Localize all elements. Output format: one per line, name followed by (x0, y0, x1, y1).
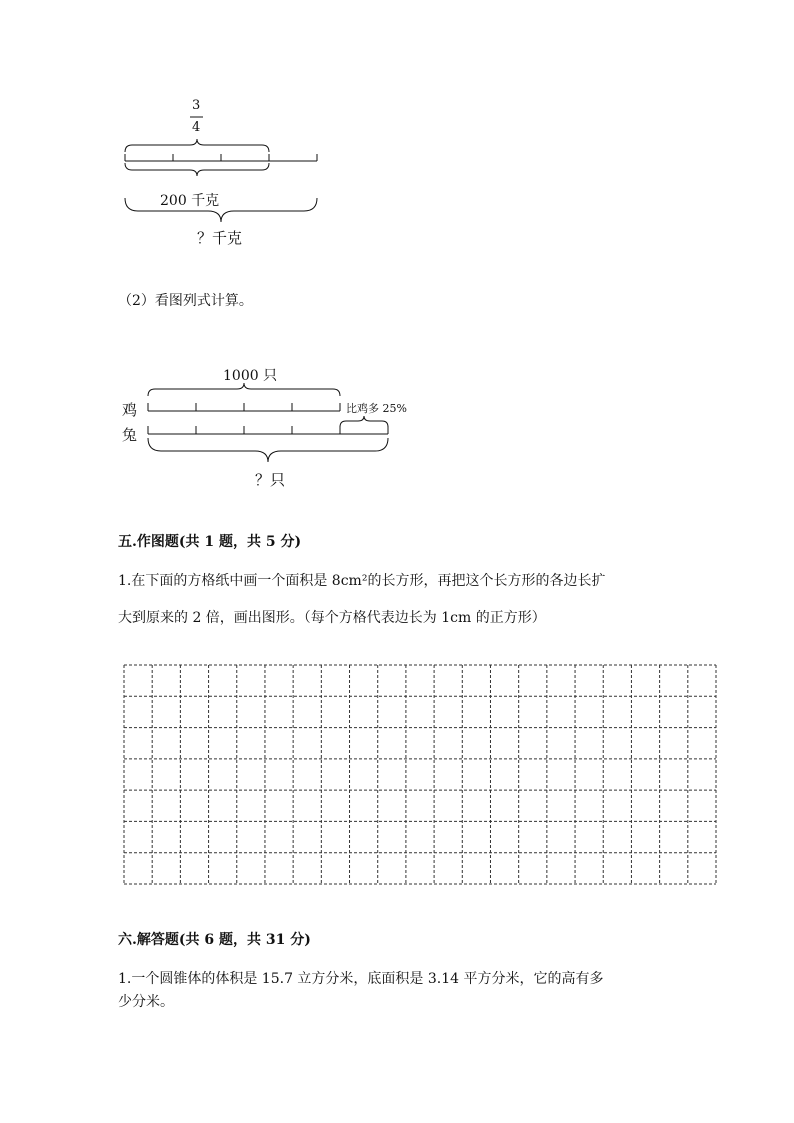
section-5-heading: 五.作图题(共 1 题，共 5 分) (118, 534, 302, 550)
section-6-heading: 六.解答题(共 6 题，共 31 分) (118, 932, 311, 948)
section-6-question-line-1: 1.一个圆锥体的体积是 15.7 立方分米，底面积是 3.14 平方分米，它的高有多 (118, 971, 604, 987)
known-weight-label: 200 千克 (160, 193, 220, 209)
section-6-question-line-2: 少分米。 (118, 994, 174, 1010)
section-5-question-line-1: 1.在下面的方格纸中画一个面积是 8cm²的长方形，再把这个长方形的各边长扩 (118, 573, 606, 589)
chicken-label: 鸡 (122, 401, 138, 419)
chicken-count-label: 1000 只 (223, 368, 278, 384)
fraction-denominator: 4 (192, 120, 201, 135)
unknown-weight-label: ？千克 (197, 229, 243, 247)
unknown-total-label: ？只 (255, 471, 286, 489)
more-than-chicken-label: 比鸡多 25% (346, 402, 407, 415)
question-2-label: （2）看图列式计算。 (118, 293, 253, 309)
fraction-numerator: 3 (192, 98, 201, 113)
rabbit-label: 兔 (122, 426, 138, 444)
section-5-question-line-2: 大到原来的 2 倍，画出图形。（每个方格代表边长为 1cm 的正方形） (118, 610, 546, 626)
